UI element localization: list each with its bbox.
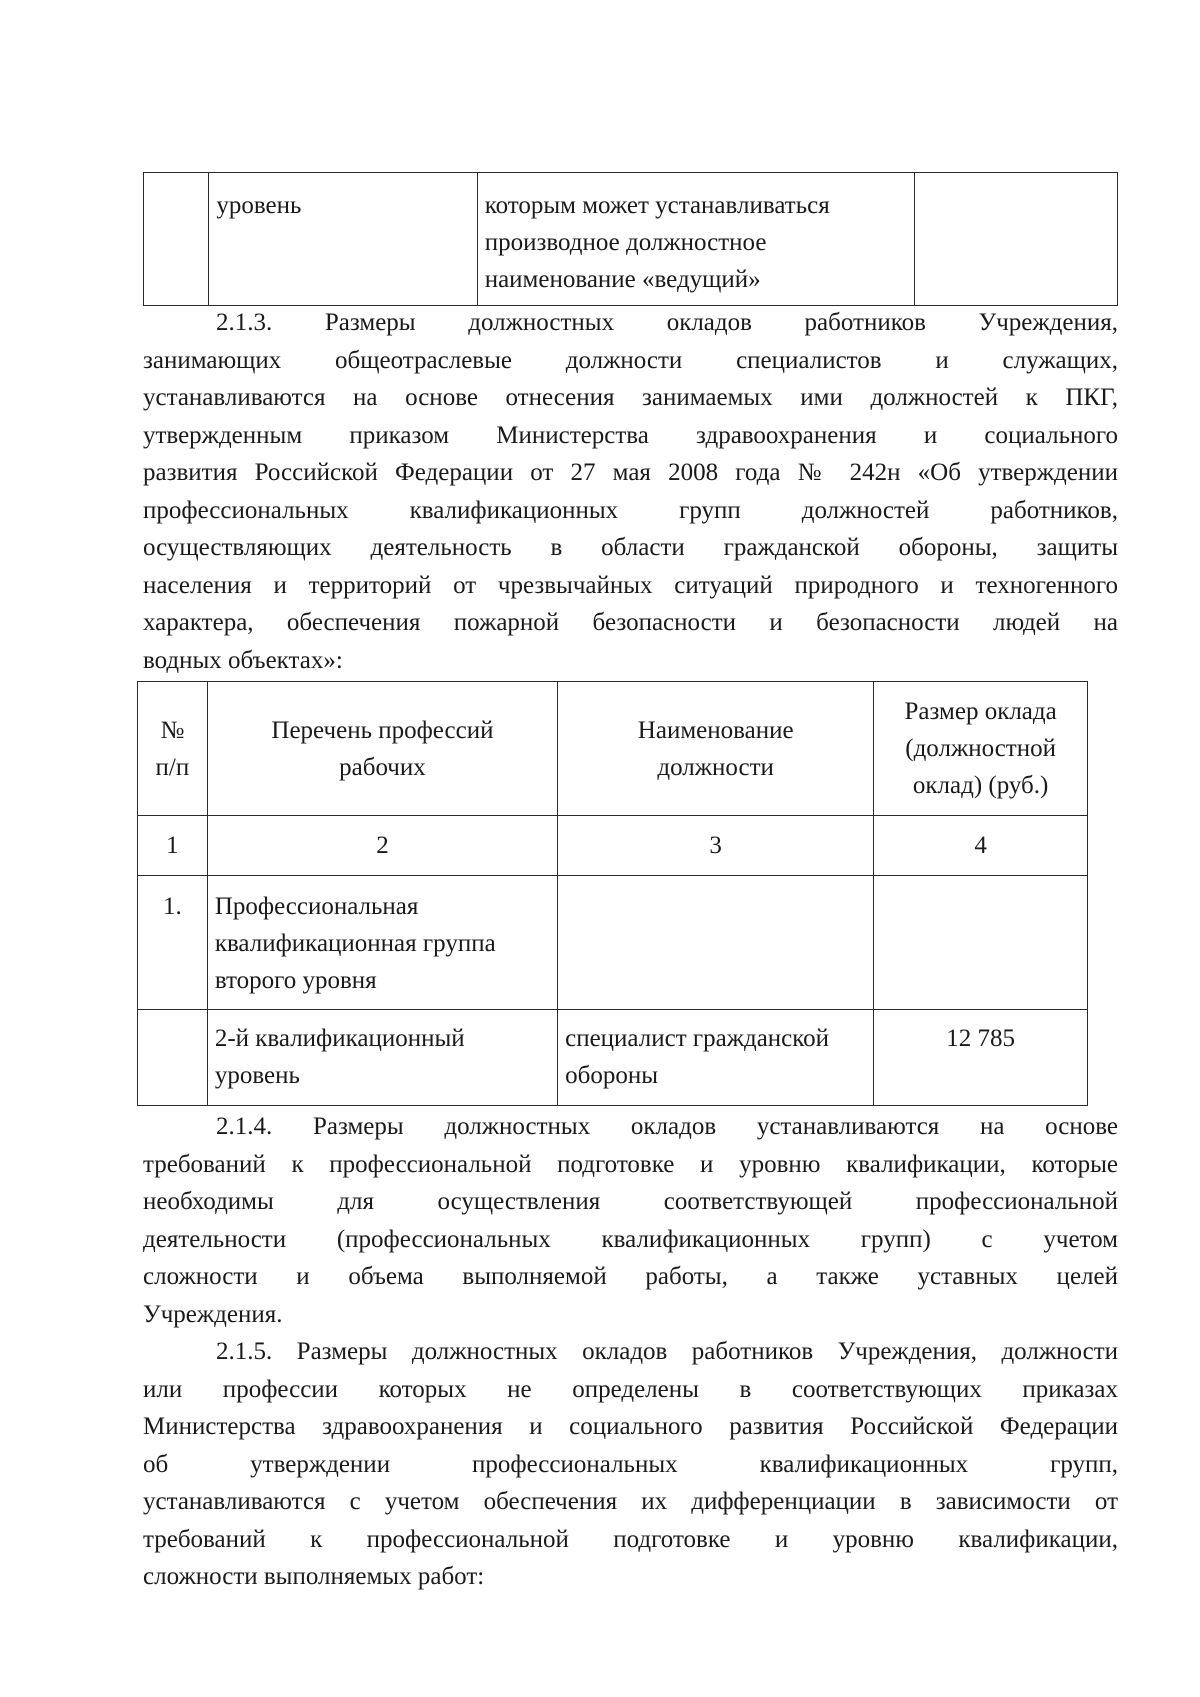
table-cell-level: [209, 173, 477, 306]
table-cell-num: [144, 173, 209, 306]
column-number: 2: [207, 816, 557, 876]
paragraph-line: сложности выполняемых работ:: [143, 1563, 485, 1590]
paragraph-2-1-3: [143, 304, 1118, 679]
paragraph-line: водных объектах»:: [143, 646, 343, 674]
cell-line: наименование «ведущий»: [484, 266, 761, 293]
paragraph-line: 2.1.3. Размеры должностных окладов работников Учреждения,: [216, 309, 1118, 336]
table-cell-description: [477, 173, 914, 306]
row-salary: [874, 876, 1088, 1010]
paragraph-line: утвержденным приказом Министерства здравоохранения и социального: [143, 421, 1118, 449]
paragraph-line: Министерства здравоохранения и социального развития Российской Федерации: [143, 1413, 1118, 1440]
row-num: [138, 1010, 208, 1106]
paragraph-line: или профессии которых не определены в соответствующих приказах: [143, 1375, 1118, 1403]
column-number: 1: [138, 816, 208, 876]
paragraph-line: профессиональных квалификационных групп должностей работников,: [143, 496, 1118, 524]
row-position: специалист гражданской обороны: [558, 1010, 874, 1106]
column-number: 3: [558, 816, 874, 876]
paragraph-line: об утверждении профессиональных квалификационных групп,: [143, 1450, 1118, 1478]
salary-table: [137, 681, 1088, 1106]
header-num: № п/п: [138, 682, 208, 816]
table-number-row: [138, 816, 1088, 876]
paragraph-line: населения и территорий от чрезвычайных ситуаций природного и техногенного: [143, 571, 1118, 599]
row-position: [558, 876, 874, 1010]
table-cell-salary: [914, 173, 1117, 306]
table-row: [138, 876, 1088, 1010]
paragraph-line: устанавливаются с учетом обеспечения их дифференциации в зависимости от: [143, 1488, 1118, 1515]
paragraph-line: сложности и объема выполняемой работы, а также уставных целей: [143, 1263, 1118, 1290]
cell-text: уровень: [216, 192, 302, 219]
row-group: Профессиональная квалификационная группа второго уровня: [207, 876, 557, 1010]
paragraph-line: необходимы для осуществления соответствующей профессиональной: [143, 1188, 1118, 1215]
paragraph-line: 2.1.5. Размеры должностных окладов работников Учреждения, должности: [216, 1338, 1118, 1365]
paragraph-line: 2.1.4. Размеры должностных окладов устанавливаются на основе: [216, 1113, 1118, 1140]
row-salary: 12 785: [874, 1010, 1088, 1106]
paragraph-2-1-4: [143, 1108, 1118, 1333]
paragraph-line: осуществляющих деятельность в области гражданской обороны, защиты: [143, 534, 1118, 561]
paragraph-line: характера, обеспечения пожарной безопасности и безопасности людей на: [143, 609, 1118, 636]
column-number: 4: [874, 816, 1088, 876]
header-salary: Размер оклада (должностной оклад) (руб.): [874, 682, 1088, 816]
row-num: 1.: [138, 876, 208, 1010]
paragraph-line: деятельности (профессиональных квалификационных групп) с учетом: [143, 1225, 1118, 1253]
paragraph-line: устанавливаются на основе отнесения занимаемых ими должностей к ПКГ,: [143, 384, 1118, 411]
table-row: [144, 173, 1118, 306]
paragraph-line: требований к профессиональной подготовке и уровню квалификации,: [143, 1525, 1118, 1553]
paragraph-2-1-5: [143, 1333, 1118, 1596]
paragraph-line: занимающих общеотраслевые должности специалистов и служащих,: [143, 346, 1118, 374]
header-professions: Перечень профессий рабочих: [207, 682, 557, 816]
paragraph-line: развития Российской Федерации от 27 мая 2008 года № 242н «Об утверждении: [143, 459, 1118, 486]
paragraph-line: требований к профессиональной подготовке и уровню квалификации, которые: [143, 1150, 1118, 1178]
table-row: [138, 1010, 1088, 1106]
row-group: 2-й квалификационный уровень: [207, 1010, 557, 1106]
table-header-row: [138, 682, 1088, 816]
cell-line: производное должностное: [484, 229, 767, 256]
cell-line: которым может устанавливаться: [484, 192, 830, 219]
header-position: Наименование должности: [558, 682, 874, 816]
continuation-table: [143, 172, 1118, 306]
paragraph-line: Учреждения.: [143, 1300, 283, 1328]
